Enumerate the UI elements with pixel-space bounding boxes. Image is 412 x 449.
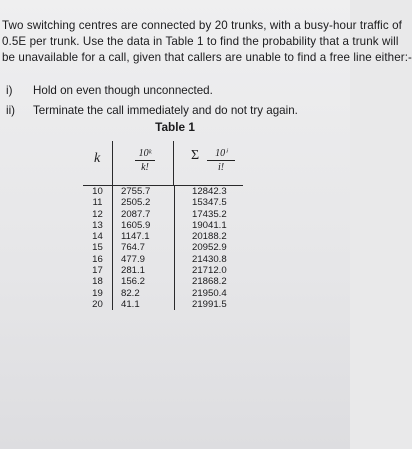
table-row [83,254,243,265]
cell-cumulative: 21991.5 [192,298,227,310]
header-ratio-denominator: k! [141,162,149,173]
cell-k: 18 [83,276,113,287]
data-table [83,141,243,310]
cell-ratio: 281.1 [113,265,175,276]
header-cumulative [191,148,235,173]
cell-k: 19 [83,288,113,299]
cell-k: 16 [83,254,113,265]
table-row [83,197,243,208]
table-row [83,265,243,276]
cell-k: 20 [83,299,113,310]
table-row [83,299,243,310]
cell-ratio: 2087.7 [113,209,175,220]
cell-ratio: 156.2 [113,276,175,287]
cell-k: 10 [83,186,113,197]
cell-ratio: 1147.1 [113,231,175,242]
table-row [83,209,243,220]
header-k: k [94,151,101,166]
column-divider [173,141,174,185]
table-row [83,186,243,197]
header-ratio [135,148,155,173]
cell-k: 14 [83,231,113,242]
table-row [83,276,243,287]
table-row [83,288,243,299]
question-part-ii [6,100,298,120]
table-row [83,231,243,242]
question-line: Two switching centres are connected by 20 trunks, with a busy-hour traffic of [2,19,402,32]
part-text: Terminate the call immediately and do not try again. [33,103,298,117]
part-label: ii) [6,103,16,117]
question-line: 0.5E per trunk. Use the data in Table 1 to find the probability that a trunk will [2,35,399,48]
question-text [2,18,412,66]
cell-cumulative: 21950.4 [192,287,227,299]
header-cumulative-numerator: 10ⁱ [207,148,235,161]
question-parts [6,80,298,120]
cell-ratio: 477.9 [113,254,175,265]
cell-cumulative: 21430.8 [192,253,227,265]
question-part-i [6,80,298,100]
part-text: Hold on even though unconnected. [33,83,213,97]
cell-ratio: 82.2 [113,288,175,299]
cell-cumulative: 15347.5 [192,197,227,209]
cell-cumulative: 21868.2 [192,276,227,288]
cell-ratio: 2755.7 [113,186,175,197]
cell-k: 13 [83,220,113,231]
cell-cumulative: 21712.0 [192,265,227,277]
table-title: Table 1 [155,120,195,134]
column-divider [112,141,113,185]
table-row [83,242,243,253]
cell-ratio: 1605.9 [113,220,175,231]
part-label: i) [6,83,13,97]
cell-k: 11 [83,197,113,208]
cell-k: 15 [83,242,113,253]
sigma-symbol: Σ [191,148,200,163]
table-header [83,141,243,185]
header-ratio-numerator: 10ᵏ [135,148,155,161]
table-body [83,185,243,310]
header-cumulative-denominator: i! [217,162,225,173]
cell-ratio: 41.1 [113,299,175,310]
cell-ratio: 764.7 [113,242,175,253]
cell-ratio: 2505.2 [113,197,175,208]
cell-cumulative: 20952.9 [192,242,227,254]
question-line: be unavailable for a call, given that callers are unable to find a free line either:- [2,51,412,64]
cell-cumulative: 17435.2 [192,208,227,220]
cell-cumulative: 12842.3 [192,186,227,197]
cell-cumulative: 19041.1 [192,219,227,231]
cell-k: 17 [83,265,113,276]
table-row [83,220,243,231]
cell-k: 12 [83,209,113,220]
cell-cumulative: 20188.2 [192,231,227,243]
